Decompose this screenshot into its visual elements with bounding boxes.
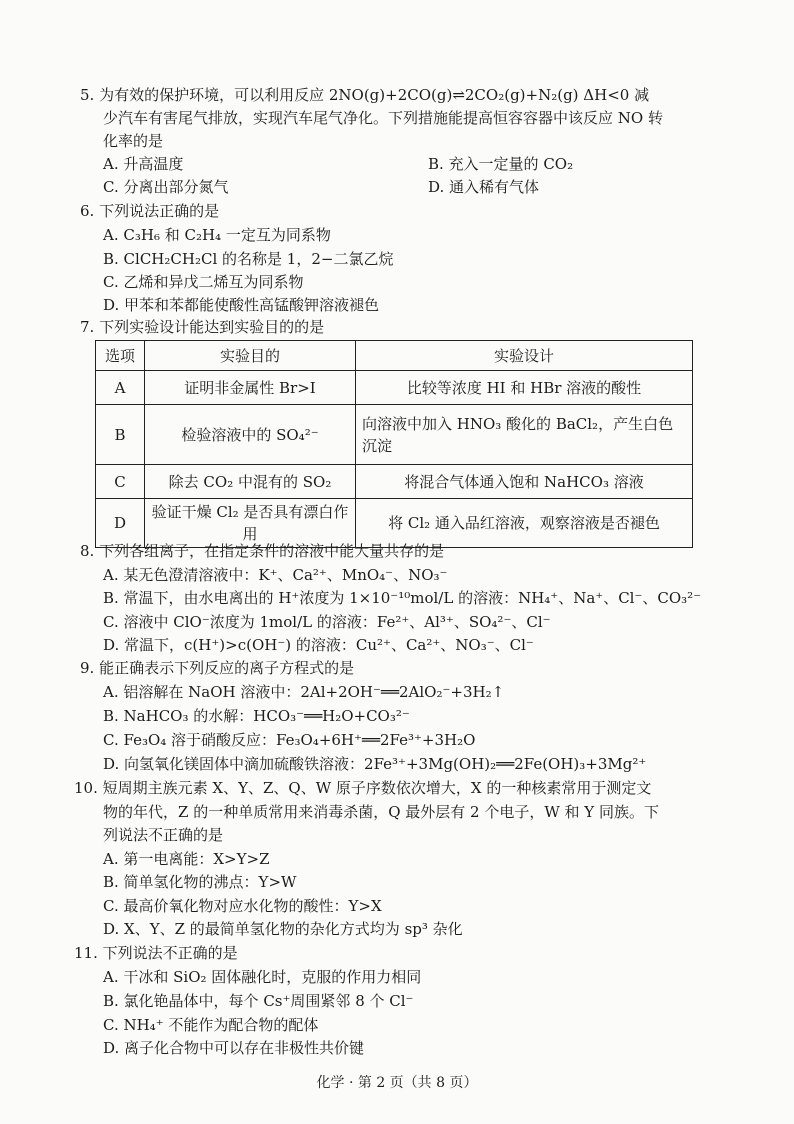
experiment-table [95,340,693,548]
q10-line3: 列说法不正确的是 [103,826,224,844]
q5-line2: 少汽车有害尾气排放，实现汽车尾气净化。下列措施能提高恒容容器中该反应 NO 转 [103,109,663,127]
row-c-option: C [96,465,145,499]
row-a-goal: 证明非金属性 Br>I [145,371,356,405]
q9-stem: 9. 能正确表示下列反应的离子方程式的是 [80,659,355,677]
row-c-goal: 除去 CO₂ 中混有的 SO₂ [145,465,356,499]
q5-option-d: D. 通入稀有气体 [428,178,540,196]
q8-option-a: A. 某无色澄清溶液中：K⁺、Ca²⁺、MnO₄⁻、NO₃⁻ [103,566,448,584]
q11-option-a: A. 干冰和 SiO₂ 固体融化时，克服的作用力相同 [103,968,422,986]
row-d-goal: 验证干燥 Cl₂ 是否具有漂白作用 [145,499,356,548]
row-b-goal: 检验溶液中的 SO₄²⁻ [145,405,356,465]
q8-option-d: D. 常温下，c(H⁺)>c(OH⁻) 的溶液：Cu²⁺、Ca²⁺、NO₃⁻、Cl⁻ [103,636,534,654]
q11-option-d: D. 离子化合物中可以存在非极性共价键 [103,1039,365,1057]
table-row [96,405,693,465]
q10-option-d: D. X、Y、Z 的最简单氢化物的杂化方式均为 sp³ 杂化 [103,920,463,938]
q7-stem: 7. 下列实验设计能达到实验目的的是 [80,318,325,336]
q9-option-b: B. NaHCO₃ 的水解：HCO₃⁻══H₂O+CO₃²⁻ [103,707,410,725]
q11-option-b: B. 氯化铯晶体中，每个 Cs⁺周围紧邻 8 个 Cl⁻ [103,992,414,1010]
header-goal: 实验目的 [145,341,356,371]
q5-option-b: B. 充入一定量的 CO₂ [428,155,574,173]
q10-option-a: A. 第一电离能：X>Y>Z [103,850,270,868]
q6-stem: 6. 下列说法正确的是 [80,202,220,220]
row-d-design: 将 Cl₂ 通入品红溶液，观察溶液是否褪色 [356,499,693,548]
q9-option-d: D. 向氢氧化镁固体中滴加硫酸铁溶液：2Fe³⁺+3Mg(OH)₂══2Fe(OH)₃+3Mg²⁺ [103,755,647,773]
q5-option-c: C. 分离出部分氮气 [103,178,229,196]
q11-stem: 11. 下列说法不正确的是 [74,944,238,962]
table-row [96,371,693,405]
row-a-option: A [96,371,145,405]
row-d-option: D [96,499,145,548]
q10-line1: 10. 短周期主族元素 X、Y、Z、Q、W 原子序数依次增大，X 的一种核素常用于测定文 [74,779,652,797]
row-c-design: 将混合气体通入饱和 NaHCO₃ 溶液 [356,465,693,499]
q5-line1: 5. 为有效的保护环境，可以利用反应 2NO(g)+2CO(g)⇌2CO₂(g)+N₂(g) ΔH<0 减 [80,86,650,104]
q6-option-d: D. 甲苯和苯都能使酸性高锰酸钾溶液褪色 [103,296,380,314]
table-header-row [96,341,693,371]
q10-line2: 物的年代，Z 的一种单质常用来消毒杀菌，Q 最外层有 2 个电子，W 和 Y 同族。下 [103,803,659,821]
row-b-design: 向溶液中加入 HNO₃ 酸化的 BaCl₂，产生白色沉淀 [356,405,693,465]
q10-option-b: B. 简单氢化物的沸点：Y>W [103,873,297,891]
q9-option-c: C. Fe₃O₄ 溶于硝酸反应：Fe₃O₄+6H⁺══2Fe³⁺+3H₂O [103,731,476,749]
q8-stem: 8. 下列各组离子，在指定条件的溶液中能大量共存的是 [80,542,445,560]
q6-option-c: C. 乙烯和异戊二烯互为同系物 [103,273,304,291]
table-row [96,465,693,499]
row-a-design: 比较等浓度 HI 和 HBr 溶液的酸性 [356,371,693,405]
q9-option-a: A. 铝溶解在 NaOH 溶液中：2Al+2OH⁻══2AlO₂⁻+3H₂↑ [103,683,505,701]
header-design: 实验设计 [356,341,693,371]
q5-line3: 化率的是 [103,132,164,150]
header-option: 选项 [96,341,145,371]
row-b-option: B [96,405,145,465]
q10-option-c: C. 最高价氧化物对应水化物的酸性：Y>X [103,897,382,915]
q5-option-a: A. 升高温度 [103,155,184,173]
q8-option-c: C. 溶液中 ClO⁻浓度为 1mol/L 的溶液：Fe²⁺、Al³⁺、SO₄²⁻、Cl⁻ [103,613,551,631]
q11-option-c: C. NH₄⁺ 不能作为配合物的配体 [103,1016,319,1034]
q6-option-b: B. ClCH₂CH₂Cl 的名称是 1，2−二氯乙烷 [103,250,394,268]
page-footer: 化学 · 第 2 页（共 8 页） [316,1075,478,1091]
q8-option-b: B. 常温下，由水电离出的 H⁺浓度为 1×10⁻¹⁰mol/L 的溶液：NH₄⁺、Na⁺、Cl⁻、CO₃²⁻ [103,589,702,607]
q6-option-a: A. C₃H₆ 和 C₂H₄ 一定互为同系物 [103,226,331,244]
